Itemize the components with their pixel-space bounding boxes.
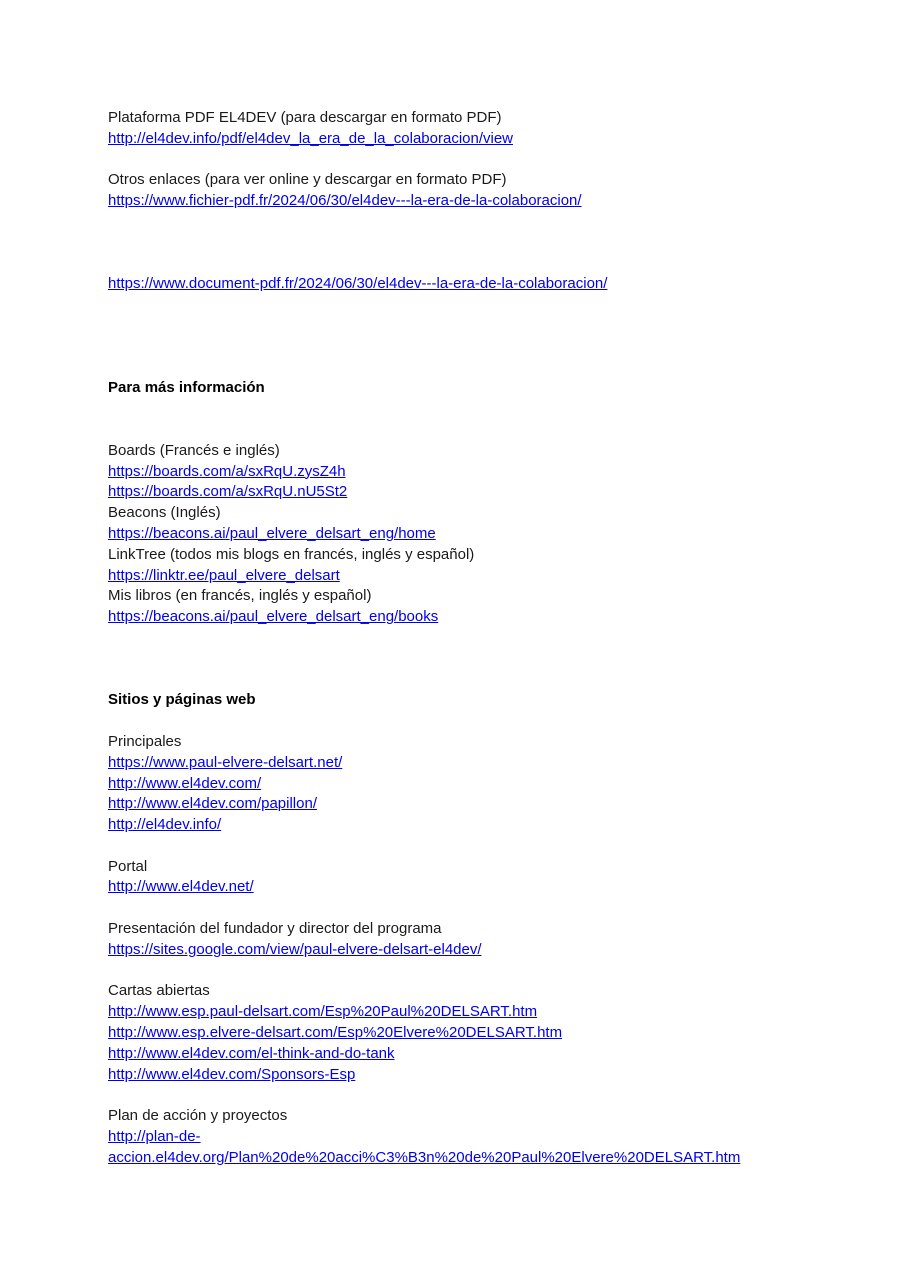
blank-line bbox=[108, 898, 808, 919]
text-line: Portal bbox=[108, 857, 148, 875]
hyperlink[interactable]: https://www.document-pdf.fr/2024/06/30/el4dev---la-era-de-la-colaboracion/ bbox=[108, 275, 608, 293]
section-heading: Sitios y páginas web bbox=[108, 691, 256, 709]
link-line bbox=[108, 1002, 808, 1023]
hyperlink[interactable]: https://beacons.ai/paul_elvere_delsart_eng/home bbox=[108, 524, 436, 542]
link-line bbox=[108, 1148, 808, 1169]
text-line: Principales bbox=[108, 732, 182, 750]
link-line bbox=[108, 794, 808, 815]
blank-line bbox=[108, 150, 808, 171]
text-line: Plan de acción y proyectos bbox=[108, 1107, 288, 1125]
hyperlink[interactable]: http://www.esp.elvere-delsart.com/Esp%20Elvere%20DELSART.htm bbox=[108, 1024, 563, 1042]
link-line bbox=[108, 1065, 808, 1086]
section-heading: Para más información bbox=[108, 379, 265, 397]
text-line: Boards (Francés e inglés) bbox=[108, 441, 280, 459]
blank-line bbox=[108, 711, 808, 732]
link-line bbox=[108, 129, 808, 150]
link-line bbox=[108, 191, 808, 212]
blank-line bbox=[108, 670, 808, 691]
hyperlink[interactable]: https://www.paul-elvere-delsart.net/ bbox=[108, 753, 343, 771]
text-line: Plataforma PDF EL4DEV (para descargar en formato PDF) bbox=[108, 109, 502, 126]
text-line: Mis libros (en francés, inglés y español) bbox=[108, 587, 372, 605]
blank-line bbox=[108, 1085, 808, 1106]
hyperlink[interactable]: http://plan-de- bbox=[108, 1128, 201, 1146]
link-line bbox=[108, 877, 808, 898]
hyperlink[interactable]: http://el4dev.info/pdf/el4dev_la_era_de_la_colaboracion/view bbox=[108, 129, 514, 147]
text-line: LinkTree (todos mis blogs en francés, inglés y español) bbox=[108, 545, 475, 563]
hyperlink[interactable]: http://www.esp.paul-delsart.com/Esp%20Paul%20DELSART.htm bbox=[108, 1003, 538, 1021]
hyperlink[interactable]: https://www.fichier-pdf.fr/2024/06/30/el4dev---la-era-de-la-colaboracion/ bbox=[108, 192, 582, 210]
link-line bbox=[108, 482, 808, 503]
link-line bbox=[108, 774, 808, 795]
link-line bbox=[108, 566, 808, 587]
text-line: Cartas abiertas bbox=[108, 982, 210, 1000]
blank-line bbox=[108, 628, 808, 649]
hyperlink[interactable]: https://linktr.ee/paul_elvere_delsart bbox=[108, 566, 340, 584]
hyperlink[interactable]: http://www.el4dev.com/papillon/ bbox=[108, 795, 317, 813]
link-line bbox=[108, 462, 808, 483]
text-line: Otros enlaces (para ver online y descargar en formato PDF) bbox=[108, 171, 507, 189]
link-line bbox=[108, 524, 808, 545]
blank-line bbox=[108, 295, 808, 316]
blank-line bbox=[108, 254, 808, 275]
link-line bbox=[108, 753, 808, 774]
hyperlink[interactable]: http://el4dev.info/ bbox=[108, 816, 222, 834]
hyperlink[interactable]: https://boards.com/a/sxRqU.nU5St2 bbox=[108, 483, 348, 501]
link-line bbox=[108, 1044, 808, 1065]
hyperlink[interactable]: accion.el4dev.org/Plan%20de%20acci%C3%B3n%20de%20Paul%20Elvere%20DELSART.htm bbox=[108, 1148, 741, 1166]
blank-line bbox=[108, 649, 808, 670]
blank-line bbox=[108, 836, 808, 857]
link-line bbox=[108, 274, 808, 295]
blank-line bbox=[108, 233, 808, 254]
text-line: Presentación del fundador y director del programa bbox=[108, 920, 442, 938]
blank-line bbox=[108, 961, 808, 982]
hyperlink[interactable]: https://boards.com/a/sxRqU.zysZ4h bbox=[108, 462, 346, 480]
blank-line bbox=[108, 420, 808, 441]
blank-line bbox=[108, 337, 808, 358]
hyperlink[interactable]: https://sites.google.com/view/paul-elvere-delsart-el4dev/ bbox=[108, 940, 482, 958]
blank-line bbox=[108, 212, 808, 233]
text-line: Beacons (Inglés) bbox=[108, 504, 221, 522]
hyperlink[interactable]: http://www.el4dev.com/el-think-and-do-tank bbox=[108, 1044, 395, 1062]
link-line bbox=[108, 1127, 808, 1148]
hyperlink[interactable]: http://www.el4dev.net/ bbox=[108, 878, 254, 896]
blank-line bbox=[108, 358, 808, 379]
link-line bbox=[108, 815, 808, 836]
document-page-content bbox=[108, 108, 808, 1169]
blank-line bbox=[108, 316, 808, 337]
hyperlink[interactable]: http://www.el4dev.com/ bbox=[108, 774, 262, 792]
hyperlink[interactable]: https://beacons.ai/paul_elvere_delsart_eng/books bbox=[108, 608, 439, 626]
hyperlink[interactable]: http://www.el4dev.com/Sponsors-Esp bbox=[108, 1065, 356, 1083]
link-line bbox=[108, 940, 808, 961]
blank-line bbox=[108, 399, 808, 420]
link-line bbox=[108, 1023, 808, 1044]
link-line bbox=[108, 607, 808, 628]
